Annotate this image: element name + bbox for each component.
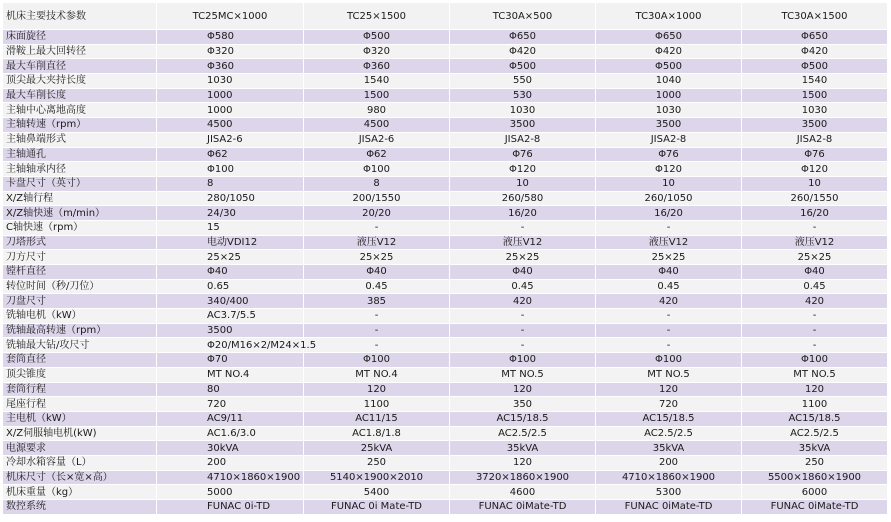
spec-value: 200/1550 (304, 191, 450, 206)
spec-value: 3720×1860×1900 (450, 470, 596, 485)
spec-value: 6000 (742, 485, 888, 500)
header-row (3, 3, 888, 30)
param-label: 卡盘尺寸（英寸） (3, 176, 157, 191)
spec-value: Φ420 (450, 44, 596, 59)
spec-value: 1500 (304, 88, 450, 103)
param-label: 数控系统 (3, 500, 157, 515)
spec-row (3, 470, 888, 485)
spec-value: Φ40 (304, 265, 450, 280)
spec-value: Φ76 (450, 147, 596, 162)
spec-value: 3500 (450, 118, 596, 133)
param-label: 刀盘尺寸 (3, 294, 157, 309)
spec-row (3, 103, 888, 118)
spec-value: Φ320 (304, 44, 450, 59)
spec-value: Φ40 (157, 265, 304, 280)
spec-value: Φ500 (742, 59, 888, 74)
spec-row (3, 206, 888, 221)
spec-value: 260/580 (450, 191, 596, 206)
spec-value: Φ320 (157, 44, 304, 59)
spec-value: 1030 (742, 103, 888, 118)
param-label: 冷却水箱容量（L） (3, 455, 157, 470)
spec-value: - (742, 309, 888, 324)
spec-value: 980 (304, 103, 450, 118)
spec-value: Φ62 (157, 147, 304, 162)
spec-value: 420 (596, 294, 742, 309)
spec-value: 1030 (596, 103, 742, 118)
spec-value: 4500 (304, 118, 450, 133)
spec-value: AC9/11 (157, 411, 304, 426)
spec-value: - (742, 220, 888, 235)
spec-value: 420 (742, 294, 888, 309)
spec-value: 30kVA (157, 441, 304, 456)
spec-value: 5140×1900×2010 (304, 470, 450, 485)
spec-value: AC2.5/2.5 (450, 426, 596, 441)
spec-value: Φ100 (157, 162, 304, 177)
spec-value: 340/400 (157, 294, 304, 309)
spec-value: FUNAC 0i-TD (157, 500, 304, 515)
spec-value: 0.65 (157, 279, 304, 294)
spec-value: FUNAC 0iMate-TD (596, 500, 742, 515)
spec-row (3, 367, 888, 382)
spec-row (3, 485, 888, 500)
spec-value: 250 (742, 455, 888, 470)
spec-value: 16/20 (450, 206, 596, 221)
spec-value: 0.45 (450, 279, 596, 294)
spec-value: MT NO.5 (742, 367, 888, 382)
spec-row (3, 235, 888, 250)
spec-value: - (596, 323, 742, 338)
spec-value: 5000 (157, 485, 304, 500)
spec-value: AC2.5/2.5 (596, 426, 742, 441)
spec-value: 15 (157, 220, 304, 235)
param-label: 最大车削直径 (3, 59, 157, 74)
spec-value: 5300 (596, 485, 742, 500)
spec-value: 液压V12 (742, 235, 888, 250)
spec-value: 280/1050 (157, 191, 304, 206)
spec-row (3, 220, 888, 235)
spec-value: AC1.6/3.0 (157, 426, 304, 441)
spec-value: 4710×1860×1900 (596, 470, 742, 485)
spec-value: Φ100 (596, 353, 742, 368)
param-label: 最大车削长度 (3, 88, 157, 103)
spec-value: 16/20 (742, 206, 888, 221)
spec-value: 120 (742, 382, 888, 397)
spec-row (3, 441, 888, 456)
spec-value: Φ360 (304, 59, 450, 74)
spec-row (3, 30, 888, 45)
spec-value: Φ76 (596, 147, 742, 162)
spec-value: 1540 (742, 74, 888, 89)
param-label: 转位时间（秒/刀位） (3, 279, 157, 294)
spec-value: 24/30 (157, 206, 304, 221)
spec-row (3, 455, 888, 470)
spec-value: 385 (304, 294, 450, 309)
param-label: 刀塔形式 (3, 235, 157, 250)
spec-value: 5500×1860×1900 (742, 470, 888, 485)
param-label: 铣轴最高转速（rpm） (3, 323, 157, 338)
param-label: C轴快速（rpm） (3, 220, 157, 235)
spec-value: 260/1550 (742, 191, 888, 206)
param-label: 主轴通孔 (3, 147, 157, 162)
model-header: TC30A×1500 (742, 3, 888, 30)
spec-value: 25×25 (157, 250, 304, 265)
spec-value: AC15/18.5 (450, 411, 596, 426)
spec-value: 电动VDI12 (157, 235, 304, 250)
corner-label: 机床主要技术参数 (3, 3, 157, 30)
spec-value: 3500 (157, 323, 304, 338)
spec-value: 0.45 (596, 279, 742, 294)
param-label: 床面旋径 (3, 30, 157, 45)
spec-value: - (450, 309, 596, 324)
spec-value: 5400 (304, 485, 450, 500)
spec-value: 1540 (304, 74, 450, 89)
param-label: X/Z伺服轴电机(kW) (3, 426, 157, 441)
spec-value: 10 (450, 176, 596, 191)
spec-table-body (3, 3, 888, 515)
param-label: X/Z轴快速（m/min） (3, 206, 157, 221)
spec-value: Φ100 (304, 162, 450, 177)
spec-row (3, 294, 888, 309)
spec-value: Φ40 (742, 265, 888, 280)
spec-value: 25kVA (304, 441, 450, 456)
spec-value: - (450, 220, 596, 235)
spec-row (3, 279, 888, 294)
spec-value: AC15/18.5 (742, 411, 888, 426)
spec-value: Φ580 (157, 30, 304, 45)
param-label: 铣轴最大钻/攻尺寸 (3, 338, 157, 353)
param-label: 刀方尺寸 (3, 250, 157, 265)
spec-value: 1030 (157, 74, 304, 89)
spec-value: 0.45 (742, 279, 888, 294)
spec-row (3, 176, 888, 191)
spec-value: 720 (157, 397, 304, 412)
spec-row (3, 44, 888, 59)
param-label: 滑鞍上最大回转径 (3, 44, 157, 59)
spec-row (3, 191, 888, 206)
spec-value: JISA2-8 (596, 132, 742, 147)
spec-value: MT NO.4 (304, 367, 450, 382)
spec-value: 35kVA (596, 441, 742, 456)
spec-row (3, 309, 888, 324)
spec-value: 0.45 (304, 279, 450, 294)
spec-value: 35kVA (450, 441, 596, 456)
spec-value: Φ100 (450, 353, 596, 368)
spec-value: Φ500 (596, 59, 742, 74)
spec-row (3, 397, 888, 412)
spec-value: 10 (596, 176, 742, 191)
spec-value: Φ420 (742, 44, 888, 59)
model-header: TC30A×1000 (596, 3, 742, 30)
param-label: X/Z轴行程 (3, 191, 157, 206)
spec-value: 530 (450, 88, 596, 103)
spec-value: Φ120 (450, 162, 596, 177)
model-header: TC25×1500 (304, 3, 450, 30)
spec-row (3, 162, 888, 177)
spec-value: AC2.5/2.5 (742, 426, 888, 441)
spec-value: 1100 (304, 397, 450, 412)
spec-value: Φ70 (157, 353, 304, 368)
spec-value: - (450, 338, 596, 353)
spec-value: Φ76 (742, 147, 888, 162)
spec-value: 1000 (157, 103, 304, 118)
spec-row (3, 250, 888, 265)
spec-value: MT NO.4 (157, 367, 304, 382)
spec-value: Φ62 (304, 147, 450, 162)
param-label: 镗杆直径 (3, 265, 157, 280)
param-label: 主轴转速（rpm） (3, 118, 157, 133)
spec-value: 350 (450, 397, 596, 412)
spec-value: 35kVA (742, 441, 888, 456)
spec-value: - (596, 309, 742, 324)
spec-value: 25×25 (450, 250, 596, 265)
param-label: 铣轴电机（kW） (3, 309, 157, 324)
spec-value: - (596, 338, 742, 353)
param-label: 尾座行程 (3, 397, 157, 412)
model-header: TC25MC×1000 (157, 3, 304, 30)
spec-value: 420 (450, 294, 596, 309)
param-label: 主轴中心离地高度 (3, 103, 157, 118)
spec-value: MT NO.5 (596, 367, 742, 382)
spec-value: Φ650 (596, 30, 742, 45)
spec-value: - (304, 220, 450, 235)
spec-row (3, 88, 888, 103)
param-label: 机床重量（kg） (3, 485, 157, 500)
spec-value: Φ360 (157, 59, 304, 74)
spec-value: 16/20 (596, 206, 742, 221)
spec-value: - (304, 323, 450, 338)
spec-value: 4710×1860×1900 (157, 470, 304, 485)
spec-value: Φ500 (304, 30, 450, 45)
spec-value: FUNAC 0i Mate-TD (304, 500, 450, 515)
spec-value: 20/20 (304, 206, 450, 221)
spec-row (3, 74, 888, 89)
spec-value: - (596, 220, 742, 235)
param-label: 主轴轴承内径 (3, 162, 157, 177)
spec-value: 1000 (596, 88, 742, 103)
spec-value: 120 (596, 382, 742, 397)
spec-value: Φ650 (742, 30, 888, 45)
param-label: 顶尖最大夹持长度 (3, 74, 157, 89)
param-label: 主电机（kW） (3, 411, 157, 426)
spec-row (3, 500, 888, 515)
spec-row (3, 382, 888, 397)
spec-value: 25×25 (742, 250, 888, 265)
spec-value: 1030 (450, 103, 596, 118)
spec-value: 3500 (596, 118, 742, 133)
spec-value: 液压V12 (596, 235, 742, 250)
spec-value: AC1.8/1.8 (304, 426, 450, 441)
spec-row (3, 353, 888, 368)
spec-value: FUNAC 0iMate-TD (742, 500, 888, 515)
spec-value: - (742, 323, 888, 338)
spec-row (3, 147, 888, 162)
spec-value: AC15/18.5 (596, 411, 742, 426)
spec-value: - (450, 323, 596, 338)
spec-value: 120 (450, 455, 596, 470)
spec-value: 120 (450, 382, 596, 397)
spec-row (3, 411, 888, 426)
spec-value: JISA2-8 (450, 132, 596, 147)
spec-value: AC11/15 (304, 411, 450, 426)
spec-value: 4600 (450, 485, 596, 500)
spec-row (3, 323, 888, 338)
spec-value: 120 (304, 382, 450, 397)
spec-value: JISA2-6 (304, 132, 450, 147)
spec-value: 4500 (157, 118, 304, 133)
spec-value: 8 (304, 176, 450, 191)
spec-value: AC3.7/5.5 (157, 309, 304, 324)
param-label: 电源要求 (3, 441, 157, 456)
spec-value: 3500 (742, 118, 888, 133)
spec-value: 200 (157, 455, 304, 470)
spec-value: Φ120 (596, 162, 742, 177)
spec-value: MT NO.5 (450, 367, 596, 382)
spec-table (2, 2, 888, 515)
spec-value: 1100 (742, 397, 888, 412)
spec-value: Φ40 (450, 265, 596, 280)
spec-value: 液压V12 (450, 235, 596, 250)
spec-value: 8 (157, 176, 304, 191)
spec-value: 10 (742, 176, 888, 191)
spec-value: 25×25 (596, 250, 742, 265)
spec-value: Φ120 (742, 162, 888, 177)
param-label: 套筒行程 (3, 382, 157, 397)
param-label: 顶尖锥度 (3, 367, 157, 382)
spec-value: 250 (304, 455, 450, 470)
spec-value: 80 (157, 382, 304, 397)
spec-value: - (304, 338, 450, 353)
spec-value: 720 (596, 397, 742, 412)
param-label: 机床尺寸（长×宽×高） (3, 470, 157, 485)
spec-value: Φ100 (304, 353, 450, 368)
spec-value: Φ40 (596, 265, 742, 280)
spec-value: Φ100 (742, 353, 888, 368)
spec-row (3, 118, 888, 133)
spec-value: 260/1050 (596, 191, 742, 206)
param-label: 套筒直径 (3, 353, 157, 368)
spec-value: 25×25 (304, 250, 450, 265)
spec-row (3, 132, 888, 147)
spec-value: 液压V12 (304, 235, 450, 250)
spec-value: Φ20/M16×2/M24×1.5 (157, 338, 304, 353)
model-header: TC30A×500 (450, 3, 596, 30)
spec-value: JISA2-6 (157, 132, 304, 147)
spec-row (3, 265, 888, 280)
spec-value: Φ650 (450, 30, 596, 45)
spec-value: - (742, 338, 888, 353)
spec-value: - (304, 309, 450, 324)
spec-row (3, 338, 888, 353)
spec-row (3, 59, 888, 74)
spec-value: Φ420 (596, 44, 742, 59)
spec-value: 550 (450, 74, 596, 89)
spec-value: 1000 (157, 88, 304, 103)
spec-value: 200 (596, 455, 742, 470)
spec-value: JISA2-8 (742, 132, 888, 147)
spec-value: Φ500 (450, 59, 596, 74)
spec-value: FUNAC 0iMate-TD (450, 500, 596, 515)
spec-row (3, 426, 888, 441)
param-label: 主轴鼻端形式 (3, 132, 157, 147)
spec-value: 1500 (742, 88, 888, 103)
spec-value: 1040 (596, 74, 742, 89)
